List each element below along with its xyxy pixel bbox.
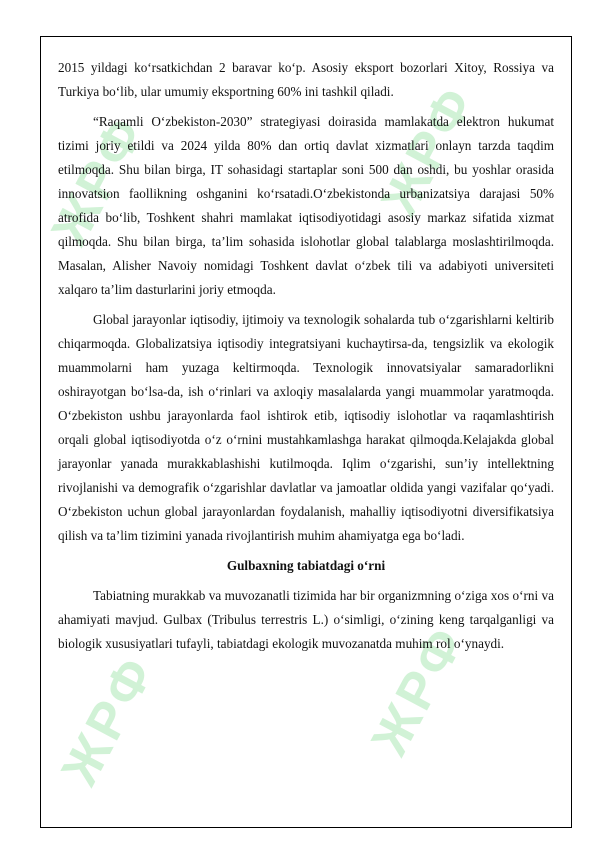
watermark-logo: ЖРФ (370, 75, 487, 225)
paragraph-global-processes: Global jarayonlar iqtisodiy, ijtimoiy va texnologik sohalarda tub oʻzgarishlarni keltirib chiqarmoqda. Globalizatsiya iqtisodiy integratsiyani kuchaytirsa-da, tengsizlik va ekologik muammolarni ham yuzaga keltirmoqda. Texnologik innovatsiyalar samaradorlikni oshirayotgan boʻlsa-da, ish oʻrinlari va axloqiy masalalarda yangi muammolar yaratmoqda. Oʻzbekiston ushbu jarayonlarda faol ishtirok etib, iqtisodiy islohotlar va raqamlashtirish orqali global iqtisodiyotda oʻz oʻrnini mustahkamlashga harakat qilmoqda.Kelajakda global jarayonlar yanada murakkablashishi kutilmoqda. Iqlim oʻzgarishi, sunʼiy intellektning rivojlanishi va demografik oʻzgarishlar davlatlar va jamoatlar oldida yangi vazifalar qoʻyadi. Oʻzbekiston uchun global jarayonlardan foydalanish, mahalliy iqtisodiyotni diversifikatsiya qilish va taʼlim tizimini yanada rivojlantirish muhim ahamiyatga ega boʻladi. (58, 312, 554, 543)
paragraph-export: 2015 yildagi koʻrsatkichdan 2 baravar koʻp. Asosiy eksport bozorlari Xitoy, Rossiya va Turkiya boʻlib, ular umumiy eksportning 60% ini tashkil qiladi. (58, 60, 554, 99)
watermark-logo: ЖРФ (40, 105, 157, 255)
section-heading: Gulbaxning tabiatdagi oʻrni (226, 558, 386, 573)
paragraph-digital-uzbekistan: “Raqamli Oʻzbekiston-2030” strategiyasi doirasida mamlakatda elektron hukumat tizimi joriy etildi va 2024 yilda 80% dan ortiq davlat xizmatlari onlayn tarzda taqdim etilmoqda. Shu bilan birga, IT sohasidagi startaplar soni 500 dan oshdi, bu yoshlar orasida innovatsion faollikning oshganini koʻrsatadi.Oʻzbekistonda urbanizatsiya darajasi 50% atrofida boʻlib, Toshkent shahri mamlakat iqtisodiyotidagi asosiy markaz sifatida xizmat qilmoqda. Shu bilan birga, taʼlim sohasida islohotlar global talablarga moslashtirilmoqda. Masalan, Alisher Navoiy nomidagi Toshkent davlat oʻzbek tili va adabiyoti universiteti xalqaro taʼlim dasturlarini joriy etmoqda. (58, 114, 554, 297)
paragraph-gulbax: Tabiatning murakkab va muvozanatli tizimida har bir organizmning oʻziga xos oʻrni va ahamiyati mavjud. Gulbax (Tribulus terrestris L.) oʻsimligi, oʻzining keng tarqalganligi va biologik xususiyatlari tufayli, tabiatdagi ekologik muvozanatda muhim rol oʻynaydi. (58, 588, 554, 651)
watermark-logo: ЖРФ (50, 645, 167, 795)
document-body (58, 56, 554, 662)
watermark-logo: ЖРФ (360, 615, 477, 765)
